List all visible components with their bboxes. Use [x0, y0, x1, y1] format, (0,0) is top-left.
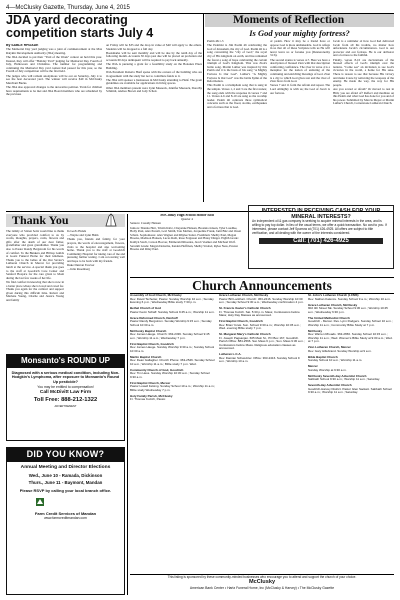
church-name: First Baptist Church, Goodrich: [130, 341, 174, 346]
church-details: Rev. Tim Hess. Sunday Worship 10:30 a.m.; Sunday School 9:30 a.m.: [130, 371, 210, 379]
did-you-know-title: DID YOU KNOW?: [6, 447, 125, 461]
moments-para: This Psalm is a triumphant song that is sung in the temple. Verses 1, 2 and 3 are the first stanza; the song ends with the response in verses 7 and 11. Verses 4-6 and 8-10 are sung as the worship leader. Psalm 46 contrasts three symbolical concerns such as the flood, storms, earthquakes and a fortress that is God.: [207, 83, 267, 109]
church-name: St. John's Lutheran Church (LCMS): [308, 294, 359, 297]
church-details: Rev. Brian Yorek. Sun. School 9:30 a.m.; Worship 10:45 a.m.; Wed. evening Bible study 7 p.m.: [219, 322, 301, 330]
church-name: Mercer: [308, 364, 318, 368]
column-divider: [203, 14, 204, 202]
church-details: Fr. Joseph Pagsanjan. 605 Main St., PO Box 167, Goodrich. Parish Office: 884-2566. Sat. Mass 6 p.m.; Sun. Mass 9:30 a.m.; Confessions before Mass. Religious education classes as announced.: [219, 335, 305, 350]
church-entry: [219, 353, 305, 364]
church-details: Rev. Dean Gallagher. Church Phone: 363-2546. Sunday School 10 a.m.; Worship 11 a.m.; Bible study 7 p.m. Wed.: [130, 358, 215, 366]
church-details: Sunday Worship at 9:30 a.m.: [308, 367, 347, 372]
jda-para: Bookmarks will be sent monthly and will be due by the tenth day of the following month. Accounts 30 days past due will be placed on probation and accounts 60 days delinquent will be required to pay back annually.: [106, 50, 202, 62]
dyk-url[interactable]: www.farmcreditmandan.com: [44, 516, 87, 521]
church-entry: [130, 330, 216, 341]
church-entry: [219, 320, 305, 331]
thank-you-col-1: [6, 230, 64, 352]
jda-col-1: [6, 44, 102, 210]
monsanto-ad-call: Call McDivitt Law Firm: [39, 390, 92, 396]
church-entry: [130, 382, 216, 393]
church-details: Rev. James Hauge. Sunday Worship 9:30 a.m.; Sunday School 10:30 a.m.: [130, 345, 215, 353]
sponsor-line: This listing is sponsored by these community-minded businesses who encourage you to attend and support the church of your choice.: [167, 575, 357, 579]
church-entry: [308, 356, 394, 363]
jda-headline: JDA yard decorating competition starts July 4: [6, 13, 154, 40]
moments-subtitle: Is God your mighty fortress?: [249, 28, 350, 38]
jda-para: The Memorial Day yard judging was a joint of commencement at the Max Ratykin Development Authority (JDA) meeting.: [6, 47, 102, 55]
church-entry: [308, 365, 394, 372]
church-details: Fr. Thomas Kuzich, Pastor.: [130, 397, 166, 401]
moments-para: of psalm. How it may be a friend have or oppose God is more unshakeable. God is refuge in us that all of these Scripture tells us He will never leave us or forsake you (Deuteronomy 31:6).: [270, 40, 330, 58]
mineral-ad-body: An independent oil & gas company is seeking to acquire mineral interests in the area, and is willing to pay top dollar. In lieu of the usual terms, we offer a quick transaction. No cost to you. If interested, please contact Jeff Sparrow at (701) 426-4925. All offers are subject to title verification, and all dealing with the owner of the interests considered.: [252, 219, 387, 235]
church-details: Pastor Randy Bergstrom. Sunday Worship 9:15 a.m.; Sunday School 10:30 a.m.: [130, 319, 212, 327]
mineral-interest-ad: [248, 205, 394, 269]
moments-banner: [205, 14, 394, 27]
monsanto-ad-label: ADVERTISEMENT: [54, 405, 77, 409]
honor-roll-body: Juniors: Shanna Hart, Tristin Kirtz, Cheyenne Hansen, Breanna Jensen, Tyler Luedtke, Holly Paul, Alex Preszli, Levi Smith, Tate Mollen, Jacqueline Frank, Jami Bitz and Owen Schatz. Sophomores: Alex Wagner and Rhylee Sutter. Freshmen: Shelby Paul, Megan Brooks, Madison Hansen, Lucas Roth, Rose Ferguson and Haley Dinger. Eighth Grade: Kaitlyn Stach, Carson Hoover, Emmerald Rhoades, Jacob Voelker and Michael Wolf. Seventh Grade: Megan Delorme, Kaiden Hoffman, Shelby Strobel, Rylee Ness, Paxton Brooks and Riley Paul.: [130, 225, 242, 252]
church-name: McClusky Seventh-day Adventist Church: [308, 373, 367, 378]
monsanto-ad-subtitle: You may be entitled to compensation!: [37, 385, 94, 390]
monsanto-ad: [6, 367, 125, 441]
dyk-date-2: Thurs., June 11 - Baymont, Mandan: [28, 480, 103, 485]
church-col-2: [219, 294, 305, 574]
church-entry: [130, 294, 216, 305]
church-name: The United Methodist Church: [308, 315, 350, 320]
honor-roll: [130, 214, 244, 274]
jda-byline: By SABLE RHOADE: [6, 44, 39, 47]
church-entry: [308, 317, 394, 328]
church-name: Grace Reformed Church, Denhoff: [130, 315, 178, 320]
jda-para: The JDA also approved changes to the decorative petition. Yards for children have requirements to be met and JDA Board members who are scheduled by the previous: [6, 84, 102, 97]
thank-you-para: Thank you, friends and family, for your prayers, the words of encouragement, flowers, visits to the hospital and also welcoming home. Thank you to the staff at Goodrich Community Hospital for taking care of me and pursuing further testing. I am recovering well and hope to be back with my friends.: [67, 237, 125, 263]
jda-para: on Friday will be $35 and the drop in value of $40 will apply to the others. Students will be dropped to a full day.: [106, 44, 202, 51]
church-details: Rev. Warren Rhoads. 363-2650. Sunday School 10:15 a.m.; Worship 11 a.m.; Wed. Women's Bible Study at 9:30 a.m.; Wed. at 7 p.m.: [308, 332, 393, 343]
moments-title: Moments of Reflection: [233, 14, 345, 26]
church-details: Sabbath School 9:30 a.m.; Worship 11 a.m.; Saturday.: [308, 377, 381, 381]
church-details: Rev. Gary Hillebrand. Sunday Worship at 9 a.m.: [308, 348, 372, 353]
church-name: Lutheran L.C.A.: [219, 352, 242, 356]
monsanto-ad-text: Diagnosed with a serious medical condition, including Non-Hodgkin's Lymphoma, after exposure to Monsanto's Round Up pesticide?: [11, 371, 120, 384]
thank-you-col-2: [67, 230, 125, 352]
church-name: McClusky Baptist Church: [130, 328, 167, 333]
did-you-know-ad: [6, 461, 125, 595]
dyk-org: Farm Credit Services of Mandan: [34, 511, 97, 517]
church-name: First Baptist Church, Goodrich: [219, 319, 263, 323]
jda-para: JDA President Roberta Hanf spoke with the owners of the building who are in agreement with the study but not to contribute funds to it.: [106, 69, 202, 78]
farm-credit-logo-icon: [36, 498, 96, 506]
moments-para: Verses 7 and 11 form the refrain and repeat. The Lord Almighty is with us; the God of Jacob is our fortress.: [270, 83, 330, 95]
thank-you-para: We find comfort in knowing that she is now in a better place where she is loved and cared for. Thank you again for the comfort and support given during this difficult time. Robert and Marlene Young, Charlie and Jessica Young and family: [6, 279, 64, 302]
church-col-1: [130, 294, 216, 574]
church-name: Holy Family Parish, McClusky: [130, 393, 173, 398]
church-entry: [130, 307, 216, 314]
church-details: Rev. Nathan Kalenze. Sunday School 9 a.m.; Worship 10 a.m.: [308, 296, 391, 301]
mineral-ad-title: INTERESTED IN RECEIVING CASH FOR YOUR MINERAL INTERESTS?: [261, 208, 381, 221]
mineral-ad-phone[interactable]: Call: (701) 426-4925: [259, 238, 383, 244]
church-details: 902 4th Street SE. Sunday School 9:30 a.m.; Worship 10:45 a.m.; Wednesday 6:30 p.m.: [308, 306, 388, 314]
church-name: St. Francis Xavier's Catholic Church: [219, 306, 271, 310]
church-details: Pastor Bill Lockhart. Church: 363-2416. Sunday Worship 10:30 a.m.; Sunday School 9:30 a.m.; Wednesday confirmation 4 p.m.: [219, 296, 304, 304]
moments-para: The second stanza is verses 4-7. Here we have a description of blessed Zion with that description comforting confidence. The river in verse 4 is a metaphor for the nation of enduring of the continuing and enriching blessings of God. Zion is a city to which God gives rest and the river of Zion flows from God.: [270, 57, 330, 84]
church-details: Goodrich - Mercer. Rev. Lynn Rodgers. Sunday School 10 a.m.; Worship 11 a.m.; Community Bible Study at 7 p.m.: [308, 319, 393, 327]
church-entry: [308, 304, 394, 315]
church-entry: [308, 375, 394, 382]
moments-col-2: [270, 40, 330, 202]
moments-para: Finally, verses 8-10 are declarations of the blessed effects of God's triumph over the nations. "Come see" an invitation to see God's victories in the world, a home for His sake. There is reason to see that because His victory and make it sure by removing the weapons of the enemy. He made the way, the way for His people.: [333, 57, 394, 87]
church-entry: [219, 307, 305, 318]
dyk-date-1: Wed., June 10 - Ramada, Dickinson: [28, 472, 103, 478]
church-details: Rev. Damian Schweitzer. Office: 363-2416. Sunday School 9 a.m.; Worship 10 a.m.: [219, 355, 300, 363]
church-details: Goodrich-Harvey District. Pastor Glen Sackett. Sabbath School 9:30 a.m.; Worship 11 a.m.; Saturday.: [308, 386, 392, 394]
jda-col-2: [106, 44, 202, 210]
thank-you-title: Thank You: [12, 213, 69, 227]
church-col-3: [308, 294, 394, 574]
church-name: Grace Lutheran Church, McClusky: [219, 294, 269, 297]
church-entry: [308, 294, 394, 301]
jda-para: The JDA decided to put their "Yard of the Week" contest on hold this year. Instead, they will offer "Holiday Yard" judging for Memorial Day, Fourth of July, Halloween and Christmas. The number for programming and continuing the Memorial Day yard contest had passed for this year, so the Fourth of July competition will be the first held.: [6, 54, 102, 74]
church-details: Sunday School 10 a.m.; Worship 11 a.m.: [308, 358, 363, 362]
thank-you-para: Duke Duncan Forever: [67, 263, 95, 268]
moments-para: Psalm 46:1-3: [207, 40, 224, 43]
sponsor-members: American Bank Center • Hartz Funeral Home, Inc (McClusky & Harvey) • The McClusky Gazette: [189, 585, 335, 590]
thank-you-para: The family of Sixten Seitz would like to thank everyone who provided comfort to us by words, thoughts, prayers, cards, flowers and gifts after the death of our dear father, grandfather and great grandfather. Thank you also to Pastor Randy Bergstrom for his words of comfort. To the Bunkers and Hilltop Guilds at Goetz Funeral Home for their kindness. Thank you to the ladies of the Our Savior's Lutheran Church in Mercer for providing lunch at the service. A special thank you goes to the staff at Goodrich Care Center and Sanford Hospice for the care given to Mom during the last few weeks of her life.: [6, 230, 64, 280]
moments-para: Are you scared or afraid? Or moved to rest in Him; you are afraid of? Reflect and meditate on this Psalm and what God has done for you and of his power. Submitted by Marcia Meyer at Martin Luther's Church, Cornerstone Lutheran Church.: [333, 86, 394, 106]
monsanto-ad-title: Monsanto's ROUND UP: [6, 354, 125, 367]
monsanto-ad-phone[interactable]: Toll Free: 888-212-1322: [33, 397, 98, 404]
header-text: 4—McClusky Gazette, Thursday, June 4, 2015: [6, 5, 130, 11]
jda-para: The JDA will sponsor a businesses in McClusky attending to Hanf. The grant guidelines are available for applications in living spaces.: [106, 77, 202, 86]
moments-para: Jacob is a reminder of how God had delivered Jacob from all his trouble, no matter how unfortunate Jacob's circumstances. God is our protector and our fortress. He is our deliverer and a fortress to the faithful.: [333, 40, 394, 58]
dyk-meeting: Annual Meeting and Director Elections: [20, 465, 111, 470]
church-details: Pastor Kevin Schaff. Sunday School 9:45 a.m.; Worship 11 a.m.: [130, 309, 215, 314]
church-entry: [130, 395, 216, 402]
jda-para: Other JDA members present were Lynn Meeseck, Jennifer Meeseck, Dorothy Schmidt, Andrea Brown and Jody Schott.: [106, 85, 202, 94]
jda-para: The JDA is pursuing a grant for a feasibility study on the Bonanza Plaza Building.: [106, 62, 202, 70]
church-entry: [130, 343, 216, 354]
column-divider: [127, 214, 128, 595]
moments-col-1: [207, 40, 267, 202]
church-details: Pastor Lowell Felsing. Sunday School 10 a.m.; Worship 11 a.m.; Bible study Wednesday 7 p.m.: [130, 384, 216, 392]
honor-roll-quarter: Quarter 4: [181, 217, 193, 222]
church-entry: [219, 294, 305, 305]
church-name: Bethel Church of God: [130, 306, 161, 310]
church-details: Rev. James Hauge. Church: 363-2336. Sunday School 9:45 a.m.; Worship 11 a.m.; Wednesday 7 p.m.: [130, 332, 210, 340]
jda-para: The judges who will remain anonymous will be out on Saturday, July 4 to see the best decorated yard. The winner will receive $40 in McClusky Merchant Bucks.: [6, 73, 102, 85]
church-name: Grace Lutheran Church, McClusky: [308, 302, 358, 307]
church-name: McClusky: [308, 328, 323, 333]
church-name: Zion Lutheran Church, Mercer: [308, 345, 351, 349]
moments-para: The Psalmist is Jim Psalm 46 celebrating the God of Jerusalem, the city of God. Psalm 46 is a song concerning the "city of God," the royal city of His kingdom on earth, and has remained the forest a song of hope celebrating the certain triumph of God's Kingdom. That was Zion's battle song. Martin Luther was inspired by this Psalm and it is the basis of his song "A Mighty Fortress Is Our God". Luther's "A Mighty Fortress Is Our God" was the battle hymn of the Reformation.: [207, 43, 267, 84]
thank-you-para: —Wayne and Lynn Hahn: [67, 233, 99, 238]
church-details: Rev. David Tschetter, Pastor. Sunday Worship 10 a.m.; Sunday Evening 6 p.m.; Wednesday Bible study 7:30 p.m.: [130, 296, 214, 304]
church-name: Bible Baptist Church: [308, 354, 338, 359]
church-name: Seventh-day Adventist Church: [308, 383, 352, 387]
church-entry: [308, 346, 394, 353]
church-name: First Baptist Church, Mercer: [130, 380, 171, 385]
dyk-rsvp: Please RSVP by calling your local branch office.: [19, 488, 112, 494]
thank-you-para: —Julie Rosenberg: [67, 267, 90, 272]
church-entry: [130, 356, 216, 367]
church-sponsors: [130, 574, 394, 596]
church-name: Assembly of God Church, McClusky: [130, 294, 182, 297]
church-details: Fr. Thomas Kuzich. Sat. 5:30 p.m. Mass; Confessions before Mass; Holy Day Masses as announced.: [219, 309, 300, 317]
honor-roll-title: McClusky High School Honor Roll: [160, 214, 214, 217]
church-entry: [219, 333, 305, 351]
thank-you-para: In God's Hands: [67, 230, 87, 233]
church-name: St. Margaret Mary's Catholic Church: [219, 332, 271, 336]
church-name: Community Church of God, Goodrich: [130, 367, 184, 372]
sponsor-name: McClusky: [248, 579, 276, 585]
church-name: Martin Baptist Church: [130, 354, 162, 359]
church-announcements-title: Church Announcements: [130, 277, 394, 294]
church-entry: [308, 384, 394, 395]
moments-col-3: [333, 40, 394, 202]
church-entry: [130, 317, 216, 328]
church-entry: [308, 330, 394, 344]
church-entry: [130, 369, 216, 380]
praying-hands-icon: [100, 213, 122, 227]
honor-roll-seniors: Seniors: Cassidy Hansen: [130, 221, 161, 226]
